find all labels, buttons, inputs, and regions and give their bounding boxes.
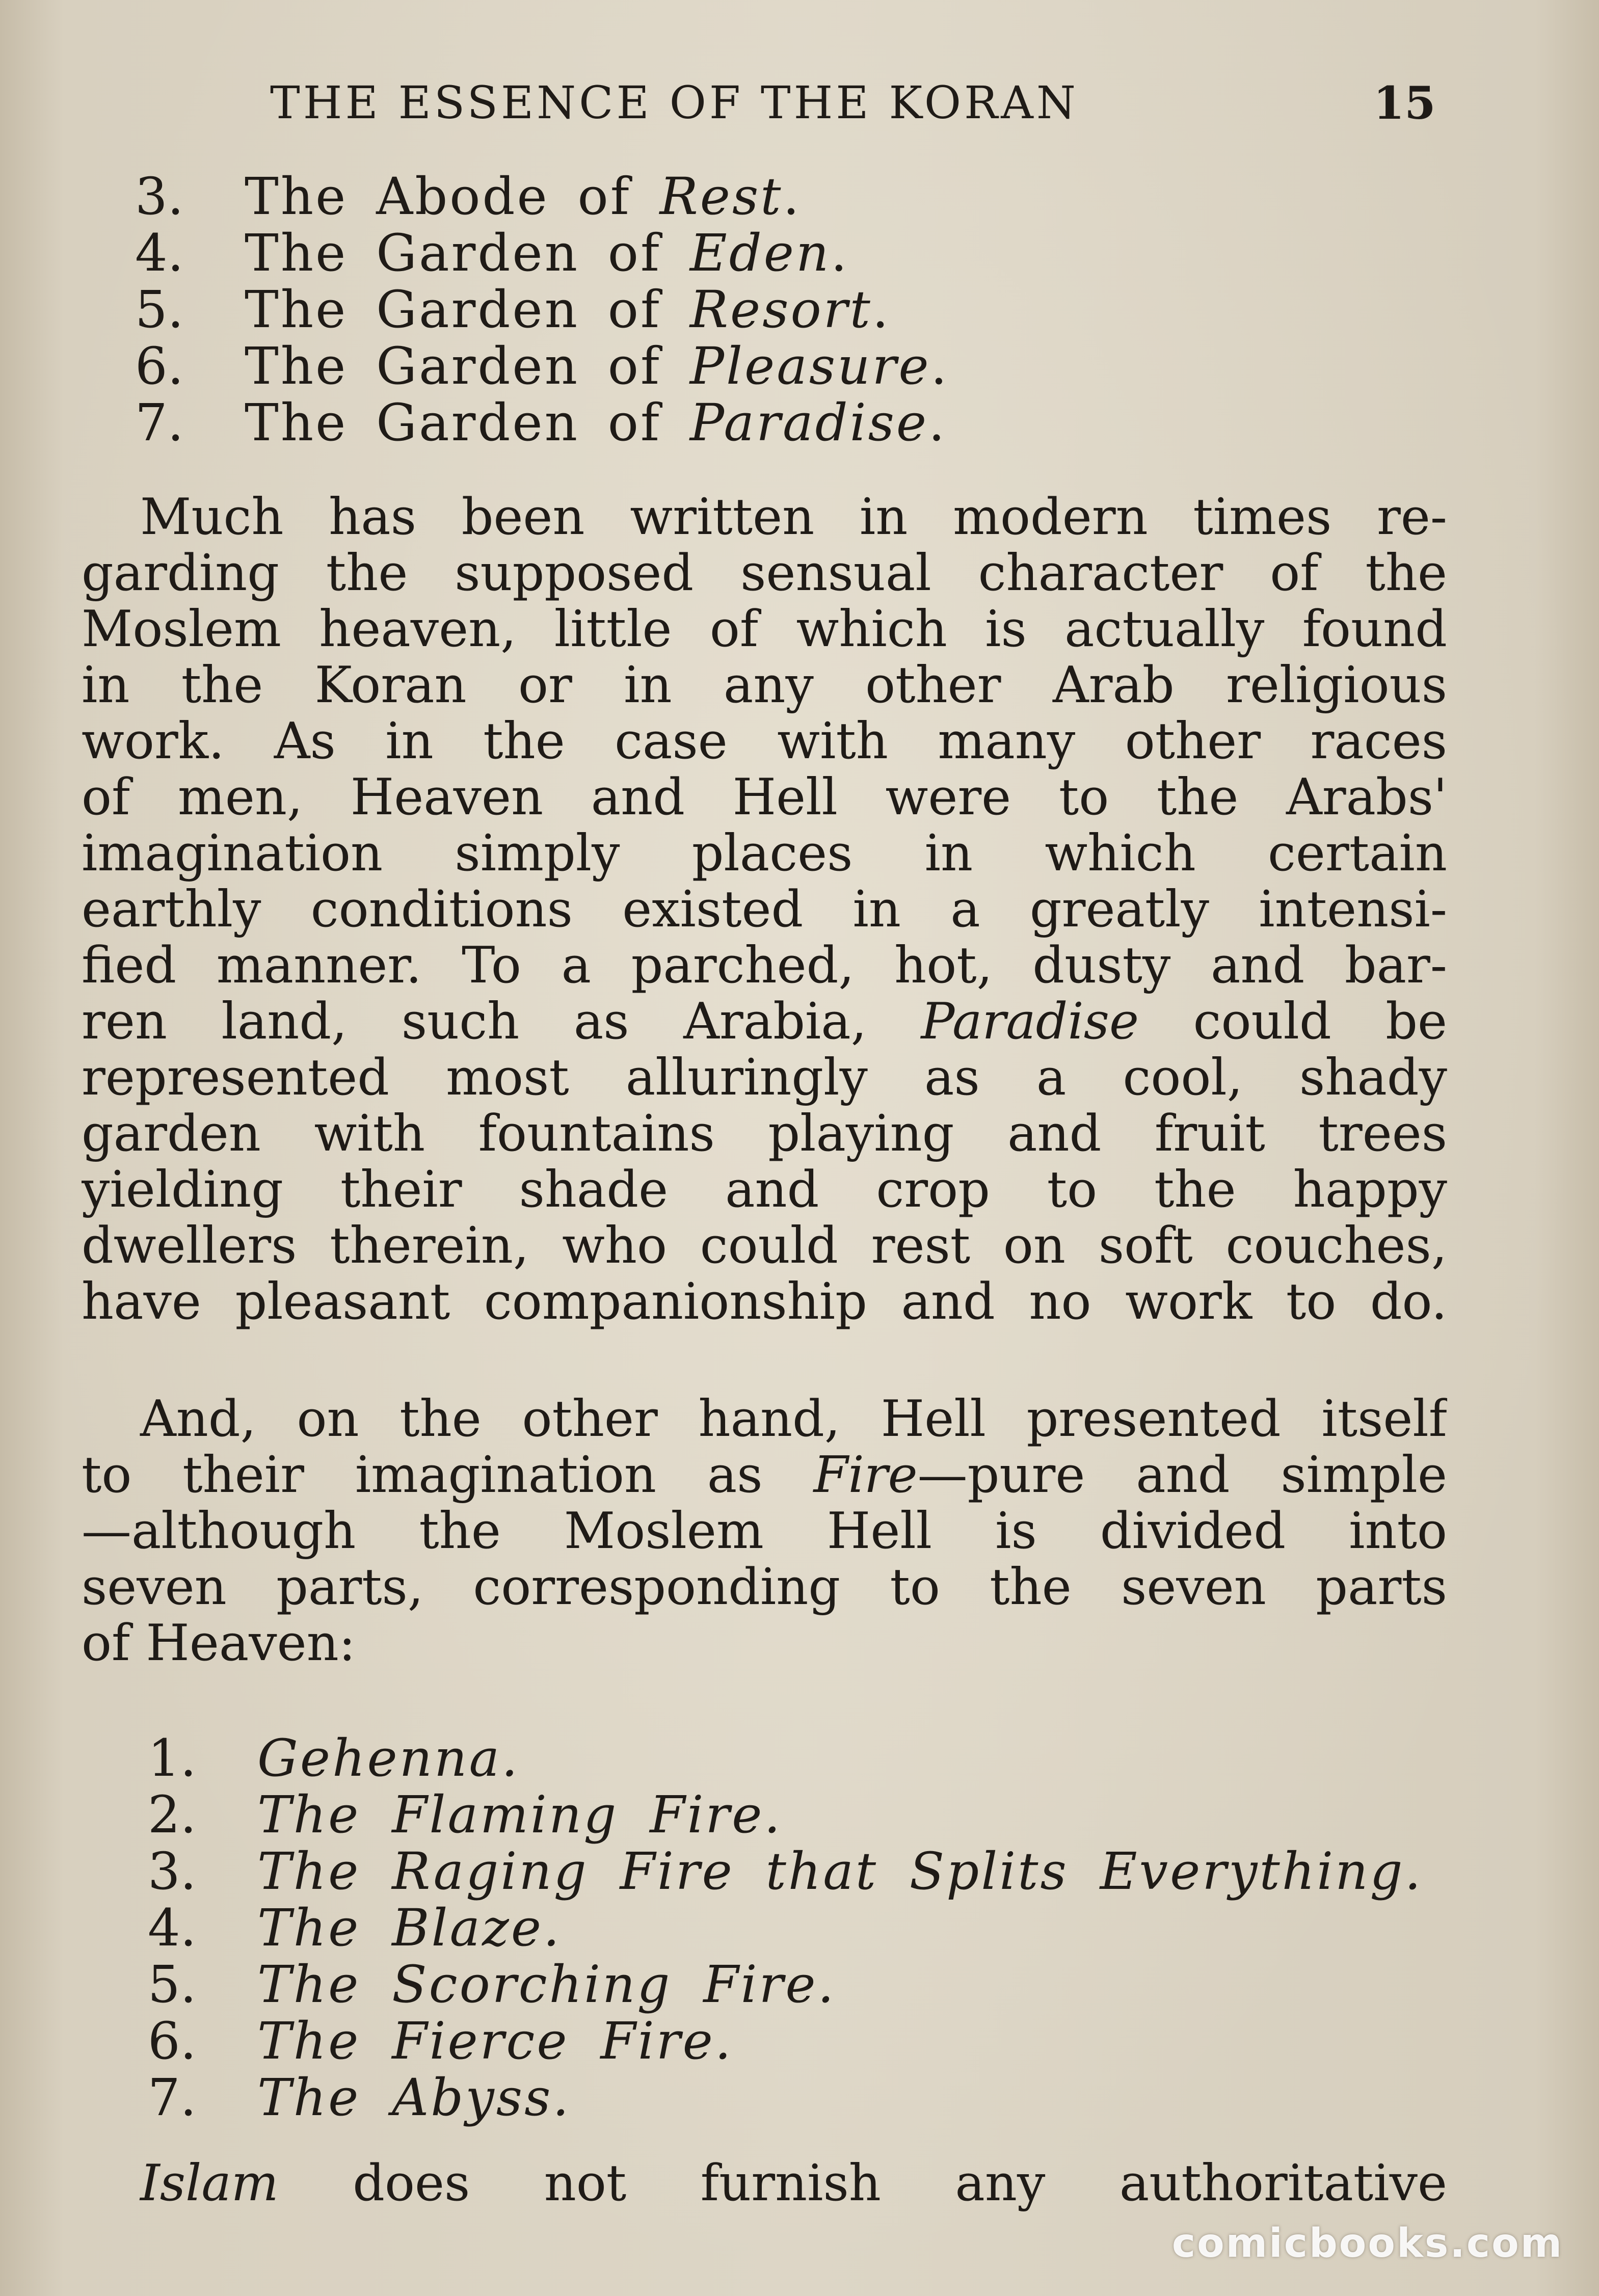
text-line: garding the supposed sensual character of the: [82, 545, 1447, 601]
text-line: imagination simply places in which certain: [82, 825, 1447, 882]
text-line: represented most alluringly as a cool, shady: [82, 1050, 1447, 1106]
text-line: Islam does not furnish any authoritative: [140, 2155, 1447, 2211]
list-item: [135, 225, 949, 281]
list-number: 2.: [148, 1785, 197, 1845]
paragraph-hell-fire: [82, 1391, 1447, 1671]
text-line: And, on the other hand, Hell presented itself: [140, 1391, 1447, 1447]
list-item: [148, 1843, 1423, 1900]
list-text: The Raging Fire that Splits Everything.: [257, 1841, 1423, 1901]
text-line: ren land, such as Arabia, Paradise could be: [82, 994, 1447, 1050]
list-item: [135, 281, 949, 338]
running-header: THE ESSENCE OF THE KORAN: [270, 76, 1079, 129]
list-item: [148, 2069, 1423, 2126]
text-line: to their imagination as Fire—pure and simple: [82, 1447, 1447, 1503]
list-text: The Flaming Fire.: [257, 1785, 783, 1845]
paragraph-islam: [82, 2155, 1447, 2211]
list-number: 3.: [148, 1841, 197, 1901]
text-line: yielding their shade and crop to the happy: [82, 1162, 1447, 1218]
heaven-list: [135, 168, 949, 451]
list-text: The Abode of Rest.: [245, 167, 802, 226]
text-line: Moslem heaven, little of which is actually found: [82, 601, 1447, 657]
list-text: The Abyss.: [257, 2068, 571, 2127]
text-line: earthly conditions existed in a greatly intensi-: [82, 882, 1447, 938]
list-item: [148, 1786, 1423, 1843]
list-text: The Blaze.: [257, 1898, 562, 1958]
list-item: [148, 1956, 1423, 2013]
list-number: 3.: [135, 167, 184, 226]
list-number: 1.: [148, 1728, 197, 1788]
text-line: garden with fountains playing and fruit trees: [82, 1106, 1447, 1162]
list-text: The Garden of Pleasure.: [245, 336, 949, 396]
list-item: [148, 1900, 1423, 1956]
list-number: 6.: [135, 336, 184, 396]
list-text: Gehenna.: [257, 1728, 520, 1788]
text-line: —although the Moslem Hell is divided into: [82, 1503, 1447, 1559]
text-line: fied manner. To a parched, hot, dusty and bar-: [82, 938, 1447, 994]
list-number: 4.: [148, 1898, 197, 1958]
list-number: 5.: [135, 280, 184, 339]
text-line: dwellers therein, who could rest on soft couches,: [82, 1218, 1447, 1274]
list-item: [135, 338, 949, 394]
text-line: work. As in the case with many other races: [82, 713, 1447, 769]
text-line: of men, Heaven and Hell were to the Arabs': [82, 769, 1447, 825]
text-line: in the Koran or in any other Arab religious: [82, 657, 1447, 713]
site-watermark: comicbooks.com: [1171, 2221, 1563, 2266]
page-number: 15: [1373, 76, 1436, 129]
text-line: of Heaven:: [82, 1615, 356, 1671]
list-item: [135, 168, 949, 225]
list-text: The Garden of Paradise.: [245, 393, 947, 452]
list-text: The Garden of Resort.: [245, 280, 891, 339]
list-number: 7.: [148, 2068, 197, 2127]
hell-list: [148, 1730, 1423, 2126]
list-number: 5.: [148, 1955, 197, 2014]
list-number: 6.: [148, 2011, 197, 2071]
list-text: The Garden of Eden.: [245, 223, 849, 283]
text-line: Much has been written in modern times re-: [140, 489, 1447, 545]
list-item: [148, 1730, 1423, 1786]
list-number: 4.: [135, 223, 184, 283]
list-item: [148, 2013, 1423, 2069]
paragraph-sensual-heaven: [82, 489, 1447, 1330]
list-item: [135, 394, 949, 451]
list-text: The Scorching Fire.: [257, 1955, 836, 2014]
list-number: 7.: [135, 393, 184, 452]
list-text: The Fierce Fire.: [257, 2011, 733, 2071]
text-line: seven parts, corresponding to the seven parts: [82, 1559, 1447, 1615]
text-line: have pleasant companionship and no work to do.: [82, 1274, 1447, 1330]
